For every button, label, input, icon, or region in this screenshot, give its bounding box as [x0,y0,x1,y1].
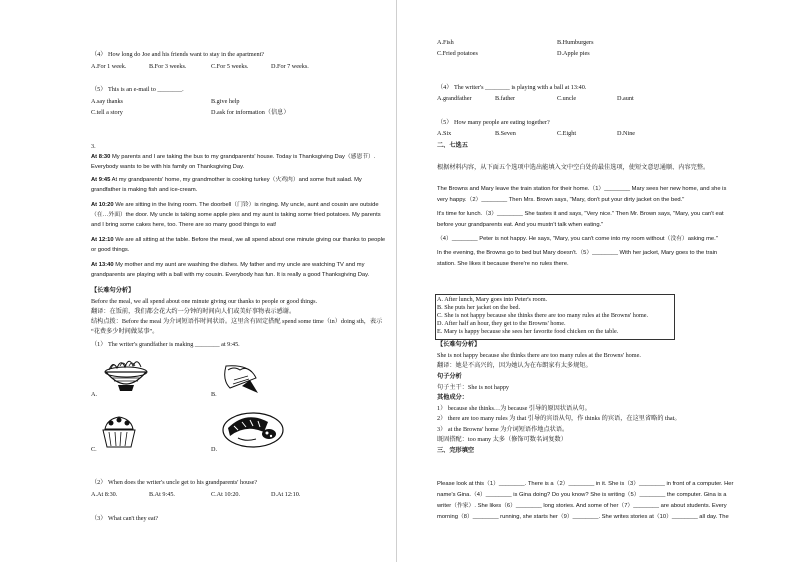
option-a[interactable]: A.Fish [437,39,454,46]
passage-line: Everybody wants to be with his family on Thanksgiving Day. [91,164,245,170]
option-c[interactable]: C.Fried potatoes [437,50,478,57]
passage-line: before your grandparents eat. And you mustn't talk when eating." [437,222,604,228]
passage-line: In the evening, the Browns go to bed but Mary doesn't.（5）________ With her jacket, Mary goes to the train [437,250,718,256]
section-number: 3. [91,143,96,150]
cupcake-picture [99,413,139,451]
q3-question: （3） What can't they eat? [91,515,159,522]
section-instruction: 根据材料内容，从下面五个选项中选出能填入文中空白处的最佳选项，使短文意思通顺、内容完整。 [437,164,710,171]
passage-line: At 12:10 We are all sitting at the table. Before the meal, we all spend about one minute giving our thanks to people [91,237,386,243]
analysis-item: 2） there are too many rules 为 that 引导的宾语从句，作 thinks 的宾语，在这里省略的 that。 [437,415,681,422]
option-d[interactable]: D.aunt [617,95,634,102]
option-a[interactable]: A.For 1 week. [91,63,127,70]
passage-line: and I bring some cakes here, too. There are so many good things to eat! [91,222,277,228]
option-d[interactable]: D.Nine [617,130,636,137]
passage-line: Please look at this（1）________. There is a（2）________ in it. She is（3）________ in front of a computer. Her [437,481,734,487]
option-a[interactable]: A.grandfather [437,95,472,102]
roast-dinner-plate-picture [220,406,286,450]
option-d[interactable]: D.ask for information（信息） [211,109,290,116]
option-c[interactable]: C. [91,446,97,453]
option-b[interactable]: B.Seven [495,130,516,137]
analysis-line: 翻译：在饭前，我们都会花大约一分钟的时间向人们或美好事物表示感谢。 [91,308,296,315]
analysis-note: 既固搭配：too many 太多（修饰可数名词复数） [437,436,567,443]
analysis-line: Before the meal, we all spend about one minute giving our thanks to people or good things. [91,298,318,305]
passage-line: At 13:40 My mother and my aunt are washing the dishes. My father and my uncle are watching TV and my [91,262,365,268]
passage-line: writer（作家）. She likes（6）________ long stories. And some of her（7）________ are about students. Every [437,503,727,509]
right-page [397,0,794,562]
analysis-structure-heading: 句子分析 [437,373,462,380]
q5-question: （5） This is an e-mail to ________. [91,86,184,93]
option-c[interactable]: C.tell a story [91,109,123,116]
choice-a: A. After lunch, Mary goes into Peter's room. [437,296,548,303]
choice-d: D. After half an hour, they get to the Browns' home. [437,320,566,327]
passage-line: The Browns and Mary leave the train station for their home.（1）________ Mary sees her new home, and she is [437,186,727,192]
choice-e: E. Mary is happy because she sees her favorite food chicken on the table. [437,328,619,335]
passage-line: or good things. [91,247,130,253]
section-heading: 二、七选五 [437,142,468,149]
analysis-line: “花费多少时间做某事”。 [91,328,159,335]
option-a[interactable]: A.At 8:30. [91,491,118,498]
q4-question: （4） How long do Joe and his friends want to stay in the apartment? [91,51,265,58]
passage-line: morning（8）________ running, she starts her（9）________. She writes stories at（10）________ all day. The [437,514,729,520]
q1-question: （1） The writer's grandfather is making ________ at 9:45. [91,341,240,348]
passage-line: （在…外面）the door. My uncle is taking some apple pies and my aunt is taking some fried potatoes. My parents [91,212,381,218]
option-a[interactable]: A.Six [437,130,452,137]
option-d[interactable]: D.For 7 weeks. [271,63,309,70]
option-d[interactable]: D.At 12:10. [271,491,301,498]
option-b[interactable]: B.At 9:45. [149,491,175,498]
passage-line: It's time for lunch.（3）________ She tastes it and says, "Very nice." Then Mr. Brown says, "Mary, you can't eat [437,211,724,217]
option-c[interactable]: C.For 5 weeks. [211,63,249,70]
option-b[interactable]: B.give help [211,98,240,105]
section-heading: 三、完形填空 [437,447,475,454]
passage-line: At 10:20 We are sitting in the living room. The doorbell（门铃）is ringing. My uncle, aunt and cousin are outside [91,202,379,208]
passage-line: （4）________ Peter is not happy. He says, "Mary, you can't come into my room without（没有）asking me." [437,236,718,242]
option-c[interactable]: C.At 10:20. [211,491,241,498]
analysis-main-clause: 句子主干：She is not happy [437,384,510,391]
q4-question: （4） The writer's ________ is playing with a ball at 13:40. [437,84,587,91]
option-c[interactable]: C.Eight [557,130,577,137]
option-b[interactable]: B.father [495,95,516,102]
noodles-bowl-picture [100,356,152,396]
q5-question: （5） How many people are eating together? [437,119,550,126]
analysis-heading: 【长难句分析】 [437,341,481,348]
option-d[interactable]: D.Apple pies [557,50,590,57]
analysis-other-heading: 其他成分： [437,394,468,401]
option-d[interactable]: D. [211,446,218,453]
choice-c: C. She is not happy because she thinks there are too many rules at the Browns' home. [437,312,649,319]
option-c[interactable]: C.uncle [557,95,577,102]
analysis-sentence: She is not happy because she thinks there are too many rules at the Browns' home. [437,352,641,359]
passage-line: At 8:30 My parents and I are taking the bus to my grandparents' house. Today is Thanksgiving Day（感恩节）. [91,154,376,160]
option-b[interactable]: B.For 3 weeks. [149,63,187,70]
passage-line: very happy.（2）________ Then Mrs. Brown says, "Mary, don't put your dirty jacket on the bed." [437,197,685,203]
passage-line: grandparents are playing with a ball with my cousin. Everybody has fun. It is really a good Thanksgiving Day. [91,272,370,278]
analysis-heading: 【长难句分析】 [91,287,135,294]
ice-cream-cone-picture [220,360,260,396]
analysis-line: 结构点拨：Before the meal 为介词短语作时间状语。这里含有固定搭配 spend some time（in）doing sth，表示 [91,318,383,325]
option-a[interactable]: A. [91,391,98,398]
analysis-item: 3） at the Browns' home 为介词短语作地点状语。 [437,426,569,433]
option-b[interactable]: B.Humburgers [557,39,594,46]
passage-line: name's Gina.（4）________ is Gina doing? Do you know? She is writing（5）________ the computer. Gina is a [437,492,727,498]
choice-b: B. She puts her jacket on the bed. [437,304,520,311]
q2-question: （2） When does the writer's uncle get to his grandparents' house? [91,479,258,486]
analysis-item: 1） because she thinks…为 because 引导的原因状语从句。 [437,405,591,412]
passage-line: station. She likes it because there're no rules there. [437,261,569,267]
option-b[interactable]: B. [211,391,217,398]
option-a[interactable]: A.say thanks [91,98,123,105]
analysis-translation: 翻译：她是不高兴的，因为她认为在布朗家有太多规矩。 [437,362,592,369]
passage-line: At 9:45 At my grandparents' home, my grandmother is cooking turkey（火鸡肉）and some fruit salad. My [91,177,362,183]
passage-line: grandfather is making fish and ice-cream. [91,187,198,193]
